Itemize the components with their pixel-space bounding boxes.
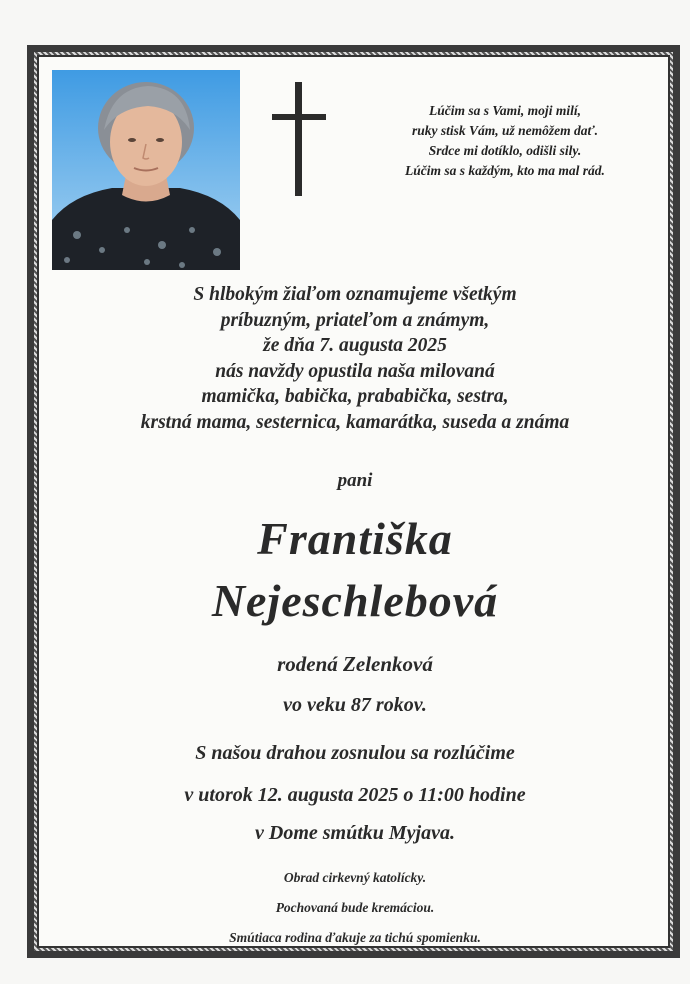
announcement-line: S hlbokým žiaľom oznamujeme všetkým <box>193 284 517 305</box>
burial-note: Pochovaná bude kremáciou. <box>275 900 435 915</box>
deceased-first-name: Františka <box>257 513 453 564</box>
poem-line: Lúčim sa s Vami, moji milí, <box>429 103 581 118</box>
deceased-last-name: Nejeschlebová <box>211 575 499 626</box>
cross-icon <box>270 80 328 198</box>
announcement-line: krstná mama, sesternica, kamarátka, suseda a známa <box>140 411 570 433</box>
announcement-line: príbuzným, priateľom a známym, <box>220 309 490 331</box>
family-thanks: Smútiaca rodina ďakuje za tichú spomienku. <box>229 930 481 945</box>
maiden-name: rodená Zelenková <box>277 652 433 676</box>
age-at-death: vo veku 87 rokov. <box>283 694 427 716</box>
ceremony-note: Obrad cirkevný katolícky. <box>283 870 427 885</box>
poem-line: Srdce mi dotíklo, odišli sily. <box>428 143 582 158</box>
portrait-photo <box>52 70 240 270</box>
farewell-location: v Dome smútku Myjava. <box>255 822 455 844</box>
farewell-date-time: v utorok 12. augusta 2025 o 11:00 hodine <box>184 784 526 806</box>
announcement-line: mamička, babička, prababička, sestra, <box>201 386 509 408</box>
announcement-line: že dňa 7. augusta 2025 <box>263 335 447 357</box>
announcement-line: nás navždy opustila naša milovaná <box>215 360 495 382</box>
farewell-poem <box>355 101 655 181</box>
poem-line: Lúčim sa s každým, kto ma mal rád. <box>405 163 605 178</box>
farewell-intro: S našou drahou zosnulou sa rozlúčime <box>195 742 515 764</box>
salutation: pani <box>337 470 373 491</box>
poem-line: ruky stisk Vám, už nemôžem dať. <box>411 123 599 138</box>
death-announcement <box>40 282 670 436</box>
